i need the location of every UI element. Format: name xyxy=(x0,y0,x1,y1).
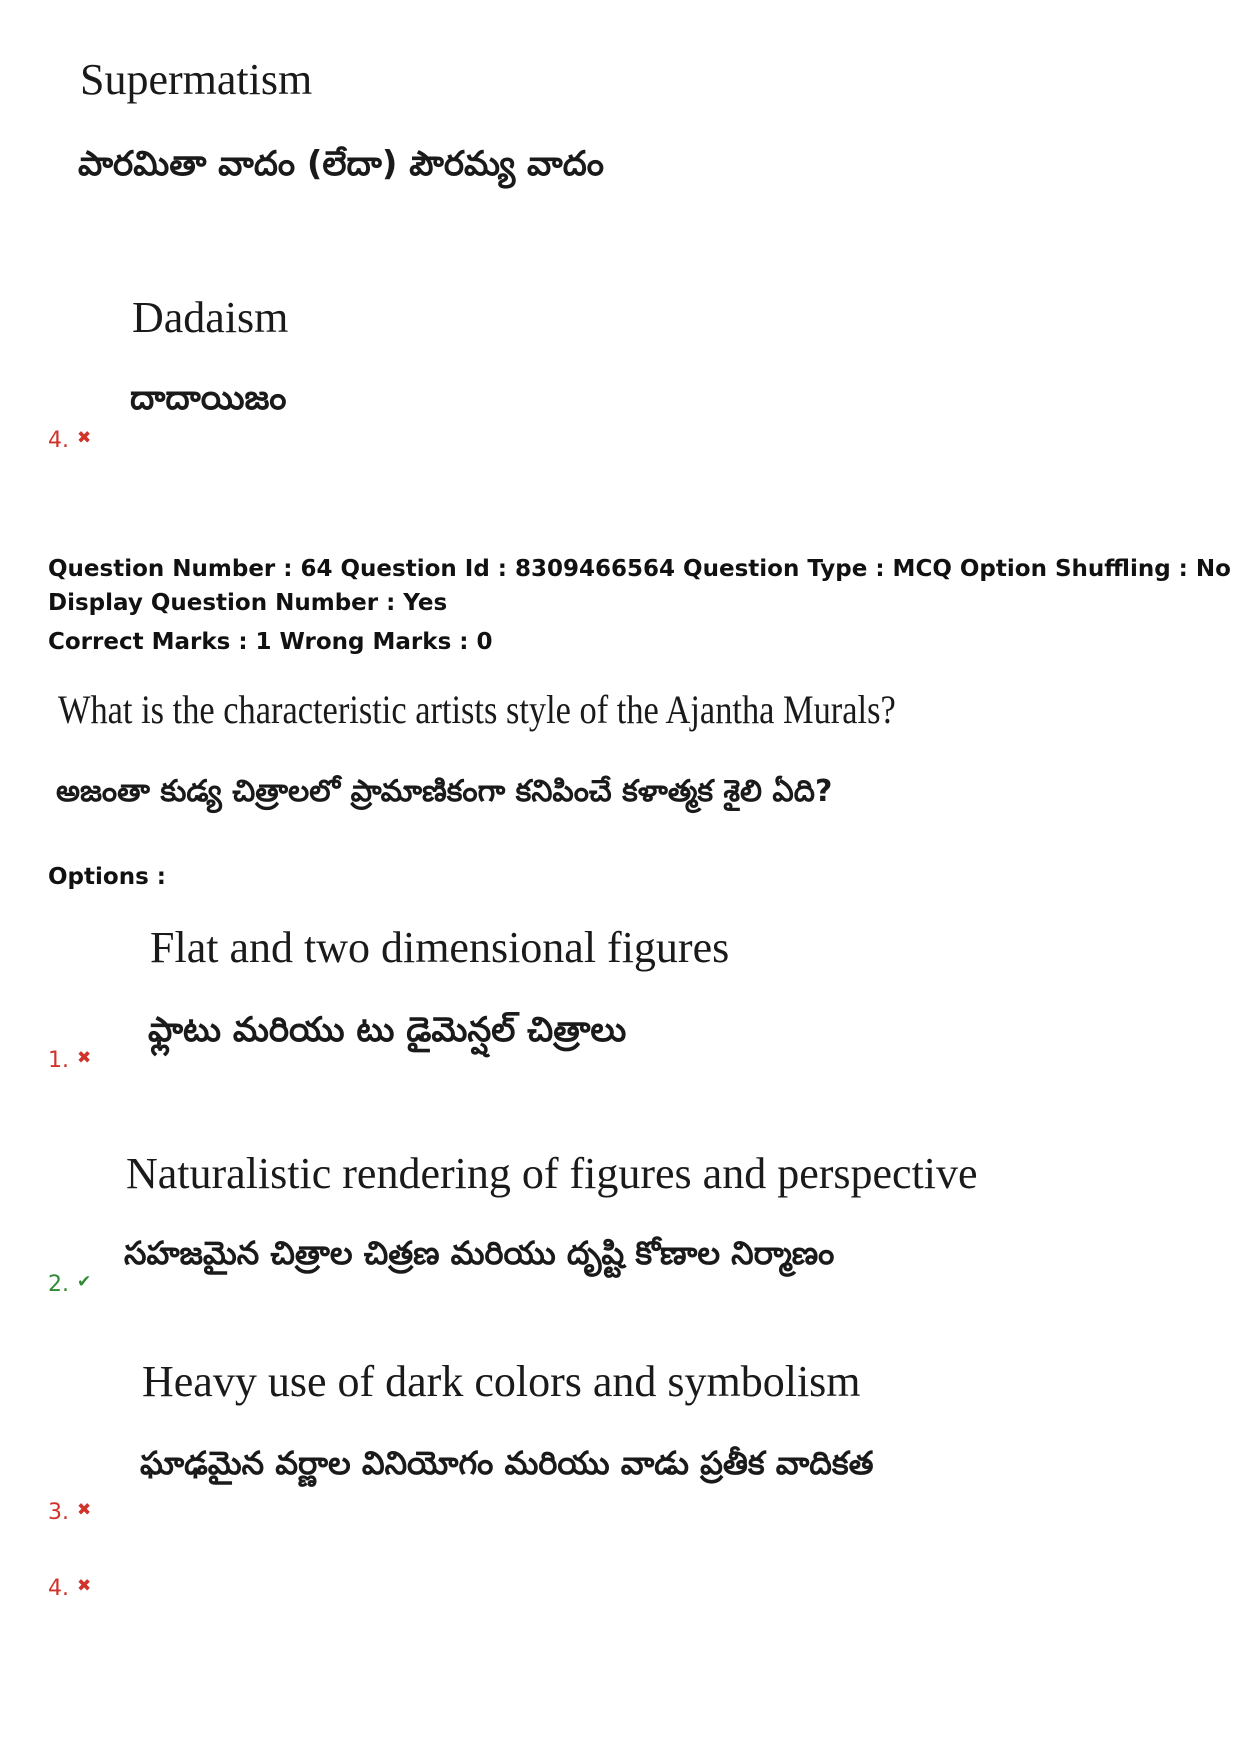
options-label: Options : xyxy=(48,864,166,890)
option-3-english: Heavy use of dark colors and symbolism xyxy=(142,1357,861,1406)
wrong-icon: ✖ xyxy=(77,1576,92,1596)
wrong-icon: ✖ xyxy=(77,428,92,448)
option-2-number-text: 2. xyxy=(48,1272,69,1297)
prev-option-4-telugu: దాదాయిజం xyxy=(130,378,287,418)
question-marks-line: Correct Marks : 1 Wrong Marks : 0 xyxy=(48,629,493,655)
option-3-number[interactable] xyxy=(48,1500,91,1525)
check-icon: ✔ xyxy=(77,1272,92,1292)
prev-option-4-number-text: 4. xyxy=(48,428,69,453)
option-1-number-text: 1. xyxy=(48,1048,69,1073)
option-2-english: Naturalistic rendering of figures and perspective xyxy=(126,1149,978,1198)
question-meta-line-1: Question Number : 64 Question Id : 8309466564 Question Type : MCQ Option Shuffling : No xyxy=(48,556,1231,582)
question-text-telugu: అజంతా కుడ్య చిత్రాలలో ప్రామాణికంగా కనిపించే కళాత్మక శైలి ఏది? xyxy=(56,774,833,809)
option-2-number[interactable] xyxy=(48,1272,91,1297)
option-1-telugu: ఫ్లాటు మరియు టు డైమెన్షల్ చిత్రాలు xyxy=(148,1010,627,1050)
prev-option-4-english: Dadaism xyxy=(132,293,289,342)
option-1-number[interactable] xyxy=(48,1048,91,1073)
option-4-number[interactable] xyxy=(48,1576,91,1601)
prev-option-3-telugu: పారమితా వాదం (లేదా) పౌరమ్య వాదం xyxy=(78,144,604,184)
wrong-icon: ✖ xyxy=(77,1500,92,1520)
option-4-number-text: 4. xyxy=(48,1576,69,1601)
question-meta-line-2: Display Question Number : Yes xyxy=(48,590,448,616)
option-3-telugu: ఘాఢమైన వర్ణాల వినియోగం మరియు వాడు ప్రతీక వాదికత xyxy=(140,1444,874,1482)
option-2-telugu: సహజమైన చిత్రాల చిత్రణ మరియు దృష్టి కోణాల నిర్మాణం xyxy=(124,1234,835,1272)
question-text-english: What is the characteristic artists style of the Ajantha Murals? xyxy=(58,687,896,732)
option-3-number-text: 3. xyxy=(48,1500,69,1525)
prev-option-4-number xyxy=(48,428,91,453)
option-1-english: Flat and two dimensional figures xyxy=(150,923,730,972)
prev-option-3-english: Supermatism xyxy=(80,55,313,104)
wrong-icon: ✖ xyxy=(77,1048,92,1068)
